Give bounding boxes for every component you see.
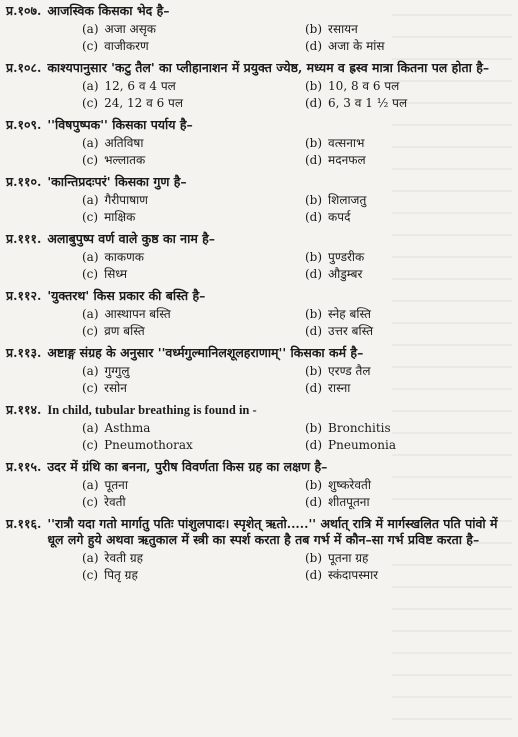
option-text: स्कंदापस्मार — [328, 568, 379, 582]
option-label: (d) — [305, 438, 323, 452]
question-text: उदर में ग्रंथि का बनना, पुरीष विवर्णता किस ग्रह का लक्षण है– — [47, 459, 328, 474]
option-label: (b) — [305, 79, 323, 93]
option-c — [82, 39, 289, 54]
option-label: (b) — [305, 307, 323, 321]
option-text: गैरीपाषाण — [104, 193, 148, 207]
option-c — [82, 210, 289, 225]
option-text: स्नेह बस्ति — [328, 307, 371, 321]
question-116 — [6, 516, 512, 583]
option-label: (a) — [82, 364, 99, 378]
question-115 — [6, 459, 512, 510]
option-text: रेवती ग्रह — [104, 551, 144, 565]
option-label: (d) — [305, 381, 323, 395]
question-text: 'युक्तरथ' किस प्रकार की बस्ति है– — [47, 288, 206, 303]
option-text: रसायन — [328, 22, 358, 36]
option-text: मदनफल — [328, 153, 366, 167]
option-d — [305, 438, 512, 453]
option-label: (d) — [305, 210, 323, 224]
option-label: (a) — [82, 193, 99, 207]
question-108 — [6, 60, 512, 111]
option-d — [305, 568, 512, 583]
question-text: ''रात्रौ यदा गतो मार्गातु पतिः पांशुलपादः। स्पृशेत् ऋतो.....'' अर्थात् रात्रि में मार्गस्खलित पति पांवो में धूल लगे हुये अथवा ऋतुकाल में स्त्री का स्पर्श करता है तब गर्भ में कौन–सा गर्भ प्रविष्ट करता है– — [47, 516, 498, 547]
option-label: (a) — [82, 307, 99, 321]
option-b — [305, 478, 512, 493]
question-number: प्र.११२. — [6, 288, 42, 303]
question-text: 'कान्तिप्रदःपरं' किसका गुण है– — [47, 174, 187, 189]
option-label: (b) — [305, 193, 323, 207]
option-label: (a) — [82, 551, 99, 565]
option-d — [305, 267, 512, 282]
option-label: (b) — [305, 364, 323, 378]
option-label: (a) — [82, 136, 99, 150]
option-text: व्रण बस्ति — [104, 324, 145, 338]
option-label: (d) — [305, 153, 323, 167]
option-d — [305, 153, 512, 168]
option-a — [82, 551, 289, 566]
option-label: (c) — [82, 568, 99, 582]
option-label: (c) — [82, 324, 99, 338]
question-109 — [6, 117, 512, 168]
options — [6, 79, 512, 111]
option-text: गुग्गुलु — [104, 364, 130, 378]
option-text: शुष्करेवती — [328, 478, 371, 492]
option-label: (d) — [305, 39, 323, 53]
option-label: (c) — [82, 153, 99, 167]
question-text: अलाबुपुष्प वर्ण वाले कुष्ठ का नाम है– — [47, 231, 216, 246]
option-text: अतिविषा — [104, 136, 144, 150]
option-b — [305, 79, 512, 94]
option-text: Bronchitis — [328, 421, 391, 435]
option-text: वाजीकरण — [104, 39, 149, 53]
option-text: रेवती — [104, 495, 126, 509]
question-111 — [6, 231, 512, 282]
option-label: (c) — [82, 210, 99, 224]
option-text: वत्सनाभ — [328, 136, 365, 150]
option-label: (a) — [82, 79, 99, 93]
option-label: (c) — [82, 381, 99, 395]
option-b — [305, 307, 512, 322]
option-text: औडुम्बर — [328, 267, 363, 281]
option-label: (a) — [82, 22, 99, 36]
option-label: (b) — [305, 250, 323, 264]
option-a — [82, 421, 289, 436]
question-number: प्र.११६. — [6, 516, 42, 531]
option-label: (b) — [305, 421, 323, 435]
option-a — [82, 478, 289, 493]
option-label: (c) — [82, 39, 99, 53]
options — [6, 307, 512, 339]
option-d — [305, 39, 512, 54]
option-d — [305, 381, 512, 396]
option-c — [82, 381, 289, 396]
option-text: काकणक — [104, 250, 144, 264]
option-a — [82, 364, 289, 379]
option-text: पुण्डरीक — [328, 250, 365, 264]
question-number: प्र.१११. — [6, 231, 42, 246]
option-text: उत्तर बस्ति — [328, 324, 374, 338]
question-text: काश्यपानुसार 'कटु तैल' का प्लीहानाशन में प्रयुक्त ज्येष्ठ, मध्यम व ह्रस्व मात्रा कितना पल होता है– — [47, 60, 490, 75]
question-text: आजस्विक किसका भेद है– — [47, 3, 170, 18]
option-b — [305, 136, 512, 151]
option-label: (a) — [82, 478, 99, 492]
option-text: 24, 12 व 6 पल — [104, 96, 183, 110]
option-d — [305, 324, 512, 339]
option-b — [305, 364, 512, 379]
question-number: प्र.१०९. — [6, 117, 42, 132]
option-text: शिलाजतु — [328, 193, 367, 207]
options — [6, 22, 512, 54]
option-text: 10, 8 व 6 पल — [328, 79, 400, 93]
option-a — [82, 307, 289, 322]
option-a — [82, 22, 289, 37]
option-a — [82, 136, 289, 151]
option-text: शीतपूतना — [328, 495, 370, 509]
option-label: (c) — [82, 495, 99, 509]
question-number: प्र.११४. — [6, 402, 42, 417]
question-114 — [6, 402, 512, 453]
option-a — [82, 250, 289, 265]
question-107 — [6, 3, 512, 54]
option-c — [82, 324, 289, 339]
option-a — [82, 79, 289, 94]
option-d — [305, 96, 512, 111]
option-text: रास्ना — [328, 381, 351, 395]
option-d — [305, 495, 512, 510]
option-text: सिध्म — [104, 267, 128, 281]
option-label: (d) — [305, 324, 323, 338]
option-label: (c) — [82, 438, 99, 452]
option-b — [305, 22, 512, 37]
option-text: एरण्ड तैल — [328, 364, 371, 378]
option-c — [82, 495, 289, 510]
option-label: (b) — [305, 22, 323, 36]
option-c — [82, 267, 289, 282]
option-c — [82, 568, 289, 583]
question-number: प्र.१०७. — [6, 3, 42, 18]
option-c — [82, 96, 289, 111]
question-112 — [6, 288, 512, 339]
option-label: (d) — [305, 568, 323, 582]
option-text: Pneumothorax — [104, 438, 193, 452]
option-text: Asthma — [104, 421, 151, 435]
option-label: (c) — [82, 96, 99, 110]
option-label: (a) — [82, 250, 99, 264]
option-label: (b) — [305, 478, 323, 492]
question-number: प्र.११५. — [6, 459, 42, 474]
options — [6, 193, 512, 225]
question-number: प्र.११०. — [6, 174, 42, 189]
option-b — [305, 551, 512, 566]
option-label: (c) — [82, 267, 99, 281]
option-text: आस्थापन बस्ति — [104, 307, 171, 321]
options — [6, 136, 512, 168]
options — [6, 250, 512, 282]
question-text: In child, tubular breathing is found in - — [47, 403, 257, 417]
option-text: पूतना — [104, 478, 128, 492]
option-label: (d) — [305, 96, 323, 110]
option-b — [305, 193, 512, 208]
option-label: (a) — [82, 421, 99, 435]
option-c — [82, 153, 289, 168]
question-113 — [6, 345, 512, 396]
option-label: (d) — [305, 495, 323, 509]
option-c — [82, 438, 289, 453]
options — [6, 421, 512, 453]
option-d — [305, 210, 512, 225]
question-text: अष्टाङ्ग संग्रह के अनुसार ''वर्ध्मगुल्मानिलशूलहराणाम्'' किसका कर्म है– — [47, 345, 364, 360]
question-text: ''विषपुष्पक'' किसका पर्याय है– — [47, 117, 193, 132]
option-label: (d) — [305, 267, 323, 281]
option-text: भल्लातक — [104, 153, 146, 167]
options — [6, 551, 512, 583]
options — [6, 478, 512, 510]
question-110 — [6, 174, 512, 225]
option-text: कपर्द — [328, 210, 351, 224]
option-text: पितृ ग्रह — [104, 568, 138, 582]
options — [6, 364, 512, 396]
option-text: 12, 6 व 4 पल — [104, 79, 176, 93]
option-b — [305, 421, 512, 436]
option-text: अजा के मांस — [328, 39, 385, 53]
option-text: अजा असृक — [104, 22, 157, 36]
question-number: प्र.१०८. — [6, 60, 42, 75]
option-a — [82, 193, 289, 208]
option-text: पूतना ग्रह — [328, 551, 369, 565]
option-text: माक्षिक — [104, 210, 136, 224]
option-text: 6, 3 व 1 ½ पल — [328, 96, 408, 110]
option-b — [305, 250, 512, 265]
option-text: Pneumonia — [328, 438, 397, 452]
question-number: प्र.११३. — [6, 345, 42, 360]
option-label: (b) — [305, 136, 323, 150]
option-text: रसोन — [104, 381, 127, 395]
option-label: (b) — [305, 551, 323, 565]
